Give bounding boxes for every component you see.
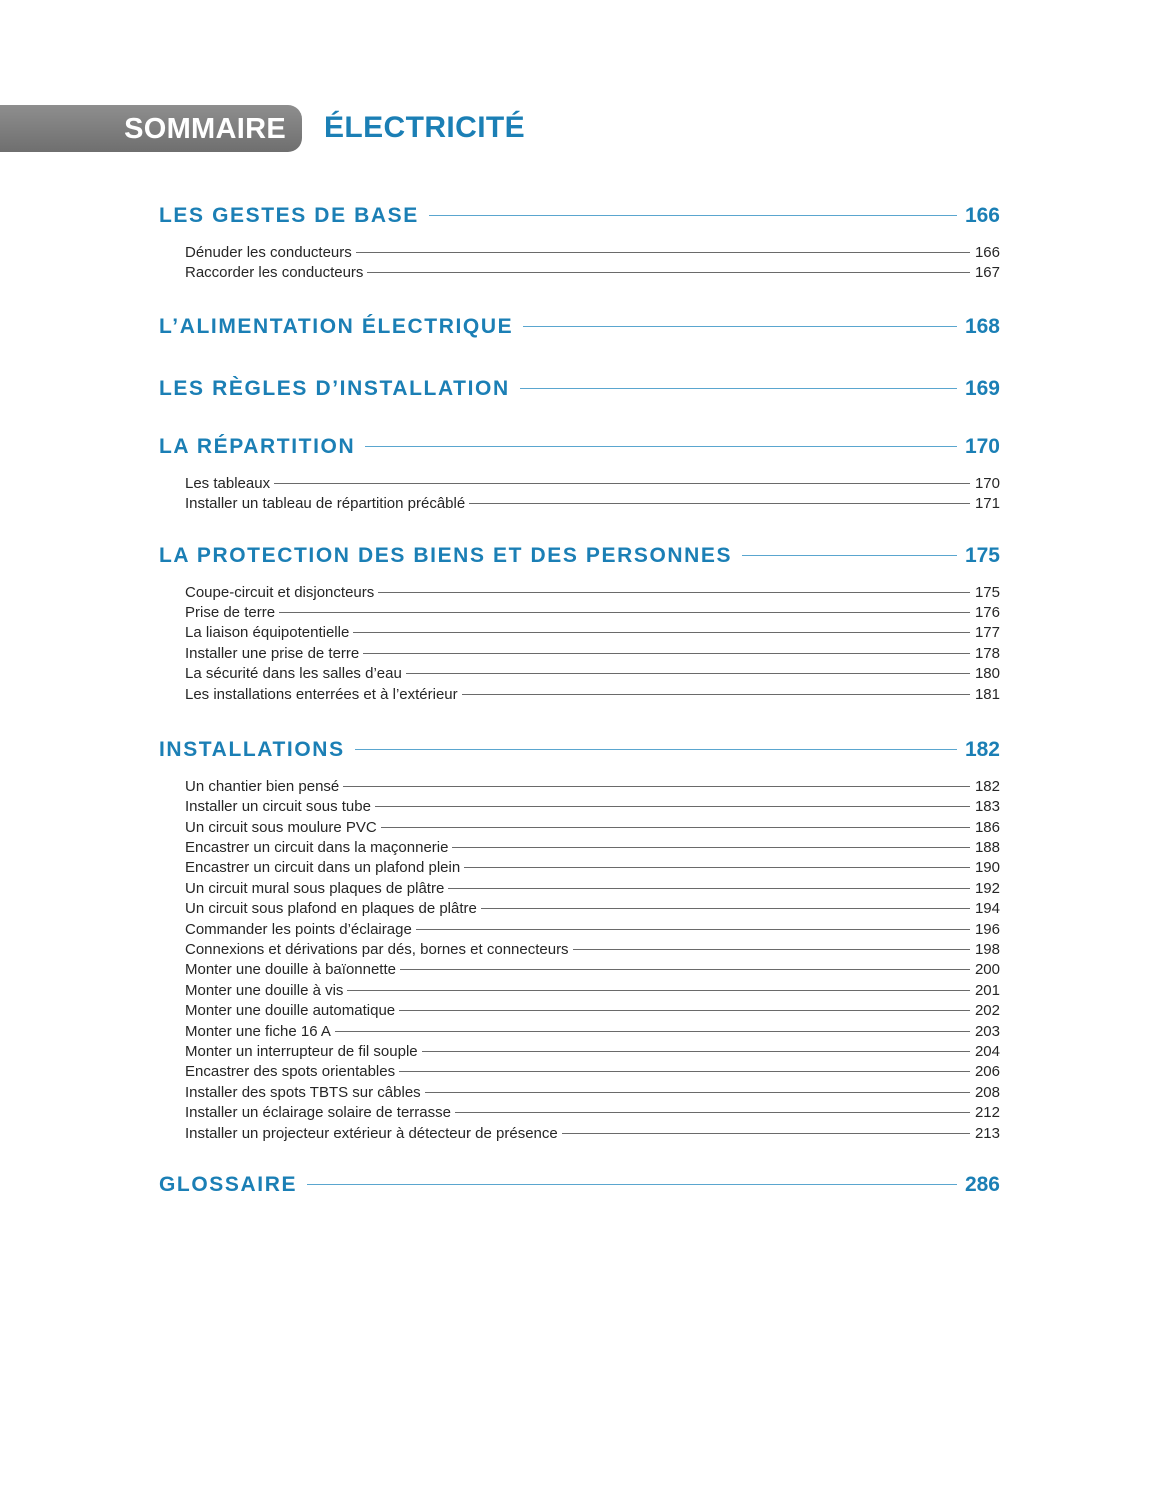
entry-page-number: 183 bbox=[974, 798, 1000, 816]
toc-entry[interactable] bbox=[185, 1062, 1000, 1082]
entry-page-number: 204 bbox=[974, 1042, 1000, 1060]
entry-page-number: 202 bbox=[974, 1002, 1000, 1020]
entry-title: Encastrer un circuit dans la maçonnerie bbox=[185, 839, 449, 857]
entry-title: Monter une douille à vis bbox=[185, 981, 344, 999]
leader-line bbox=[523, 325, 957, 327]
entry-page-number: 201 bbox=[974, 981, 1000, 999]
leader-line bbox=[343, 786, 970, 787]
entry-page-number: 177 bbox=[974, 624, 1000, 642]
entry-page-number: 170 bbox=[974, 474, 1000, 492]
toc-entry[interactable] bbox=[185, 777, 1000, 797]
section-title: INSTALLATIONS bbox=[159, 737, 345, 761]
entry-page-number: 182 bbox=[974, 777, 1000, 795]
toc-entry[interactable] bbox=[185, 1103, 1000, 1123]
toc-entry[interactable] bbox=[185, 474, 1000, 494]
entry-title: Un chantier bien pensé bbox=[185, 777, 340, 795]
toc-entry[interactable] bbox=[185, 685, 1000, 705]
entry-title: Prise de terre bbox=[185, 603, 276, 621]
toc-section bbox=[159, 733, 1000, 1144]
entry-page-number: 176 bbox=[974, 603, 1000, 621]
entry-page-number: 208 bbox=[974, 1083, 1000, 1101]
leader-line bbox=[356, 252, 970, 253]
section-heading[interactable] bbox=[159, 430, 1000, 464]
leader-line bbox=[520, 387, 957, 389]
entry-title: Installer un projecteur extérieur à détecteur de présence bbox=[185, 1124, 558, 1142]
toc-entry[interactable] bbox=[185, 797, 1000, 817]
table-of-contents bbox=[159, 199, 1000, 1226]
entry-title: Installer une prise de terre bbox=[185, 644, 360, 662]
toc-entry[interactable] bbox=[185, 263, 1000, 283]
toc-section bbox=[159, 430, 1000, 515]
leader-line bbox=[399, 1071, 970, 1072]
leader-line bbox=[406, 673, 970, 674]
section-page-number: 166 bbox=[964, 204, 1000, 227]
entry-page-number: 180 bbox=[974, 665, 1000, 683]
section-items bbox=[159, 243, 1000, 284]
section-items bbox=[159, 777, 1000, 1144]
toc-entry[interactable] bbox=[185, 623, 1000, 643]
entry-page-number: 206 bbox=[974, 1063, 1000, 1081]
toc-entry[interactable] bbox=[185, 644, 1000, 664]
entry-page-number: 200 bbox=[974, 961, 1000, 979]
toc-entry[interactable] bbox=[185, 243, 1000, 263]
toc-entry[interactable] bbox=[185, 494, 1000, 514]
section-heading[interactable] bbox=[159, 1168, 1000, 1202]
entry-title: Monter une fiche 16 A bbox=[185, 1022, 331, 1040]
section-heading[interactable] bbox=[159, 372, 1000, 406]
sommaire-label: SOMMAIRE bbox=[124, 113, 286, 145]
entry-title: Raccorder les conducteurs bbox=[185, 264, 364, 282]
leader-line bbox=[355, 748, 957, 750]
leader-line bbox=[347, 990, 970, 991]
section-page-number: 168 bbox=[964, 314, 1000, 338]
toc-entry[interactable] bbox=[185, 603, 1000, 623]
section-page-number: 182 bbox=[964, 737, 1000, 761]
section-items bbox=[159, 583, 1000, 705]
section-page-number: 170 bbox=[964, 434, 1000, 458]
entry-title: Encastrer un circuit dans un plafond plein bbox=[185, 859, 461, 877]
entry-title: Installer un circuit sous tube bbox=[185, 798, 371, 816]
toc-section bbox=[159, 372, 1000, 406]
section-title: GLOSSAIRE bbox=[159, 1172, 298, 1196]
entry-title: Monter une douille à baïonnette bbox=[185, 961, 396, 979]
leader-line bbox=[422, 1051, 970, 1052]
entry-title: Encastrer des spots orientables bbox=[185, 1063, 396, 1081]
toc-entry[interactable] bbox=[185, 1022, 1000, 1042]
section-title: LES RÈGLES D’INSTALLATION bbox=[159, 376, 510, 400]
entry-page-number: 178 bbox=[974, 644, 1000, 662]
section-page-number: 286 bbox=[964, 1172, 1000, 1196]
toc-section bbox=[159, 539, 1000, 705]
leader-line bbox=[307, 1183, 957, 1185]
toc-entry[interactable] bbox=[185, 838, 1000, 858]
entry-title: Un circuit mural sous plaques de plâtre bbox=[185, 879, 445, 897]
leader-line bbox=[335, 1031, 970, 1032]
leader-line bbox=[469, 503, 970, 504]
section-page-number: 175 bbox=[964, 543, 1000, 567]
section-heading[interactable] bbox=[159, 539, 1000, 573]
leader-line bbox=[365, 445, 957, 447]
entry-page-number: 188 bbox=[974, 839, 1000, 857]
section-heading[interactable] bbox=[159, 310, 1000, 344]
leader-line bbox=[367, 272, 970, 273]
entry-page-number: 192 bbox=[974, 879, 1000, 897]
entry-title: La sécurité dans les salles d’eau bbox=[185, 665, 402, 683]
entry-page-number: 167 bbox=[974, 264, 1000, 282]
leader-line bbox=[399, 1010, 970, 1011]
entry-title: Commander les points d’éclairage bbox=[185, 920, 412, 938]
toc-entry[interactable] bbox=[185, 1124, 1000, 1144]
section-items bbox=[159, 474, 1000, 515]
leader-line bbox=[381, 827, 970, 828]
entry-page-number: 213 bbox=[974, 1124, 1000, 1142]
section-heading[interactable] bbox=[159, 199, 1000, 233]
toc-entry[interactable] bbox=[185, 960, 1000, 980]
section-title: L’ALIMENTATION ÉLECTRIQUE bbox=[159, 314, 514, 338]
entry-title: Connexions et dérivations par dés, bornes et connecteurs bbox=[185, 941, 569, 959]
section-title: LES GESTES DE BASE bbox=[159, 204, 419, 227]
leader-line bbox=[416, 929, 970, 930]
toc-section bbox=[159, 310, 1000, 344]
leader-line bbox=[464, 867, 970, 868]
toc-entry[interactable] bbox=[185, 818, 1000, 838]
leader-line bbox=[429, 214, 957, 216]
toc-entry[interactable] bbox=[185, 940, 1000, 960]
leader-line bbox=[274, 483, 970, 484]
leader-line bbox=[481, 908, 970, 909]
leader-line bbox=[378, 592, 970, 593]
section-page-number: 169 bbox=[964, 376, 1000, 400]
entry-page-number: 198 bbox=[974, 941, 1000, 959]
leader-line bbox=[279, 612, 970, 613]
toc-section bbox=[159, 1168, 1000, 1202]
entry-title: Les installations enterrées et à l’extérieur bbox=[185, 685, 458, 703]
entry-page-number: 194 bbox=[974, 900, 1000, 918]
entry-page-number: 186 bbox=[974, 818, 1000, 836]
toc-section bbox=[159, 199, 1000, 284]
entry-title: Installer des spots TBTS sur câbles bbox=[185, 1083, 421, 1101]
entry-title: Monter un interrupteur de fil souple bbox=[185, 1042, 418, 1060]
leader-line bbox=[375, 806, 970, 807]
toc-entry[interactable] bbox=[185, 1083, 1000, 1103]
entry-page-number: 203 bbox=[974, 1022, 1000, 1040]
toc-entry[interactable] bbox=[185, 1042, 1000, 1062]
entry-page-number: 181 bbox=[974, 685, 1000, 703]
entry-title: Un circuit sous moulure PVC bbox=[185, 818, 377, 836]
leader-line bbox=[452, 847, 970, 848]
leader-line bbox=[425, 1092, 970, 1093]
section-title: LA PROTECTION DES BIENS ET DES PERSONNES bbox=[159, 543, 733, 567]
leader-line bbox=[742, 554, 957, 556]
leader-line bbox=[448, 888, 970, 889]
leader-line bbox=[455, 1112, 970, 1113]
section-heading[interactable] bbox=[159, 733, 1000, 767]
toc-entry[interactable] bbox=[185, 981, 1000, 1001]
toc-entry[interactable] bbox=[185, 583, 1000, 603]
entry-title: Installer un tableau de répartition précâblé bbox=[185, 495, 466, 513]
entry-page-number: 196 bbox=[974, 920, 1000, 938]
entry-page-number: 175 bbox=[974, 583, 1000, 601]
leader-line bbox=[462, 694, 970, 695]
entry-page-number: 190 bbox=[974, 859, 1000, 877]
toc-entry[interactable] bbox=[185, 899, 1000, 919]
toc-entry[interactable] bbox=[185, 858, 1000, 878]
toc-entry[interactable] bbox=[185, 879, 1000, 899]
entry-title: Coupe-circuit et disjoncteurs bbox=[185, 583, 375, 601]
leader-line bbox=[573, 949, 970, 950]
entry-title: La liaison équipotentielle bbox=[185, 624, 350, 642]
toc-entry[interactable] bbox=[185, 1001, 1000, 1021]
entry-title: Monter une douille automatique bbox=[185, 1002, 396, 1020]
entry-page-number: 166 bbox=[974, 244, 1000, 261]
header bbox=[0, 105, 700, 153]
leader-line bbox=[400, 969, 970, 970]
chapter-title: ÉLECTRICITÉ bbox=[324, 111, 526, 144]
leader-line bbox=[363, 653, 970, 654]
leader-line bbox=[562, 1133, 970, 1134]
sommaire-tab bbox=[0, 105, 302, 152]
toc-entry[interactable] bbox=[185, 920, 1000, 940]
entry-title: Installer un éclairage solaire de terrasse bbox=[185, 1104, 451, 1122]
section-title: LA RÉPARTITION bbox=[159, 434, 356, 458]
entry-title: Un circuit sous plafond en plaques de plâtre bbox=[185, 900, 477, 918]
entry-title: Les tableaux bbox=[185, 474, 271, 492]
entry-page-number: 212 bbox=[974, 1104, 1000, 1122]
leader-line bbox=[353, 632, 970, 633]
toc-entry[interactable] bbox=[185, 664, 1000, 684]
entry-title: Dénuder les conducteurs bbox=[185, 244, 352, 261]
entry-page-number: 171 bbox=[974, 495, 1000, 513]
